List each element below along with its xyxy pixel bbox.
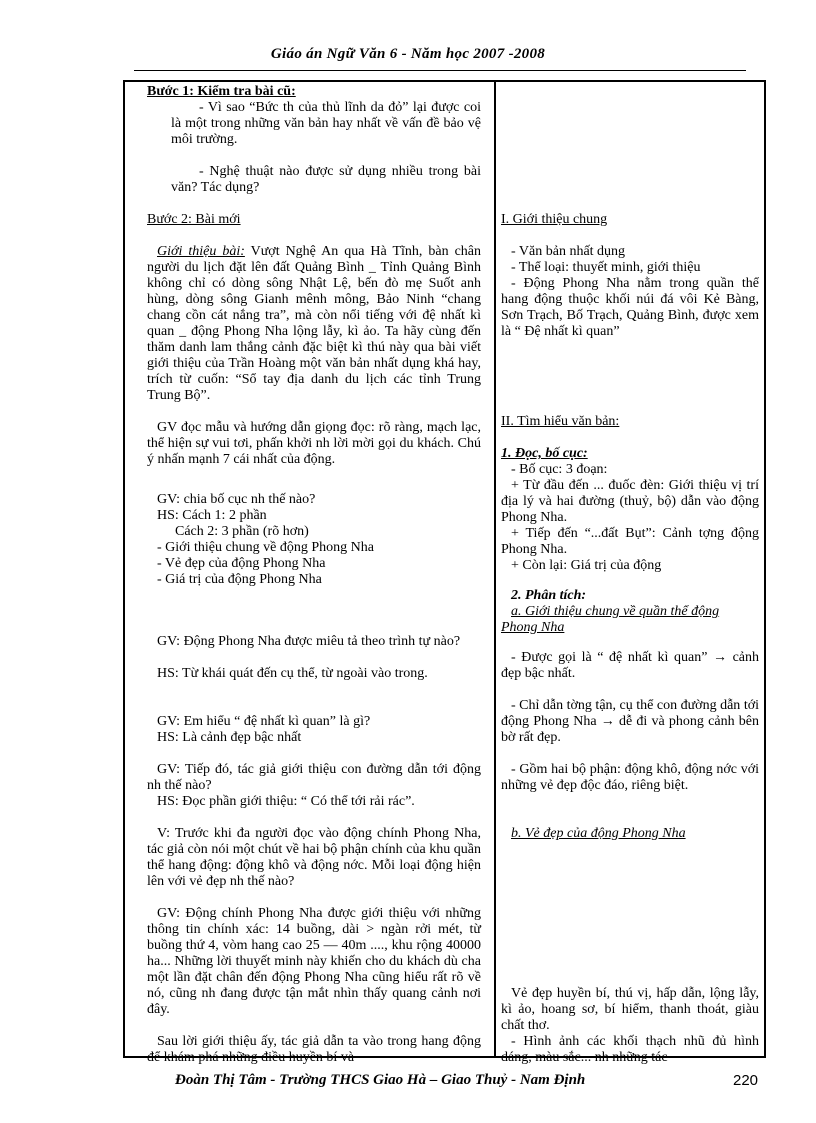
section-1-content xyxy=(501,244,759,340)
qa-structure xyxy=(147,492,481,588)
subsection-2b-title: b. Vẻ đẹp của động Phong Nha xyxy=(511,826,686,841)
qa1-question: GV: chia bố cục nh thế nào? xyxy=(157,492,316,507)
beauty-item-2: - Hình ảnh các khối thạch nhũ đủ hình dáng, màu sắc... nh những tác xyxy=(501,1034,759,1065)
step2-title: Bước 2: Bài mới xyxy=(147,212,241,227)
structure-line: + Từ đầu đến ... đuốc đèn: Giới thiệu vị trí địa lý và hai đường (thuỷ, bộ) dẫn vào động Phong Nha. xyxy=(501,478,759,525)
step1-question-2: - Nghệ thuật nào được sử dụng nhiều trong bài văn? Tác dụng? xyxy=(171,164,481,195)
structure-line: + Còn lại: Giá trị của động xyxy=(511,558,662,573)
analysis-item-1: - Được gọi là “ đệ nhất kì quan” → cảnh đẹp bậc nhất. xyxy=(501,650,759,681)
subsection-1-content xyxy=(501,462,759,574)
header-rule xyxy=(134,70,746,71)
analysis-item-3: - Gồm hai bộ phận: động khô, động nớc với những vẻ đẹp độc đáo, riêng biệt. xyxy=(501,762,759,793)
section-1-line: - Văn bản nhất dụng xyxy=(511,244,626,259)
qa2-answer: HS: Từ khái quát đến cụ thể, từ ngoài vào trong. xyxy=(157,666,428,681)
section-1-line: - Động Phong Nha nằm trong quần thể hang động thuộc khối núi đá vôi Kẻ Bàng, Sơn Trạch, Bố Trạch, Quảng Bình, được xem là “ Đệ nhất kì quan” xyxy=(501,276,759,339)
subsection-2-title: 2. Phân tích: xyxy=(511,588,587,603)
qa2-question: GV: Động Phong Nha được miêu tả theo trình tự nào? xyxy=(157,634,461,649)
structure-line: + Tiếp đến “...đất Bụt”: Cảnh tợng động Phong Nha. xyxy=(501,526,759,557)
page-footer: Đoàn Thị Tâm - Trường THCS Giao Hà – Giao Thuỷ - Nam Định xyxy=(175,1072,586,1088)
qa1-part: - Vẻ đẹp của động Phong Nha xyxy=(157,556,326,571)
intro-text: Vượt Nghệ An qua Hà Tĩnh, bàn chân người du lịch đặt lên đất Quảng Bình _ Tỉnh Quảng Bình không chỉ có dòng sông Nhật Lệ, bến đò mẹ Suốt anh hùng, dòng sông Gianh mênh mông, Bảo Ninh “chang chang cồn cát nắng tra”, mà còn nổi tiếng với đệ nhất kì quan _ động Phong Nha lộng lẫy, kì ảo. Ta hãy cùng đến thăm danh lam thắng cảnh đặc biệt kì thú này qua bài viết giới thiệu của Trần Hoàng một văn bản nhất dụng khá hay, trích từ cuốn: “Sổ tay địa danh du lịch các tỉnh Trung Trung Bộ”. xyxy=(147,244,481,403)
qa1-part: - Giới thiệu chung về động Phong Nha xyxy=(157,540,374,555)
section-1-title: I. Giới thiệu chung xyxy=(501,212,608,227)
paragraph-v: V: Trước khi đa người đọc vào động chính Phong Nha, tác giả còn nói một chút về hai bộ phận chính của khu quần thể hang động: động khô và động nớc. Mỗi loại động hiện lên với vẻ đẹp nh thế nào? xyxy=(147,826,481,889)
subsection-2a-title: a. Giới thiệu chung về quần thể động Phong Nha xyxy=(501,604,720,635)
paragraph-gv: GV: Động chính Phong Nha được giới thiệu với những thông tin chính xác: 14 buồng, dài > ngàn rởi mét, từ buồng thứ 4, vòm hang cao 25 — 40m ...., khu rộng 40000 ha... Những lời thuyết minh này khiến cho du khách dù cha một lần đặt chân đến động Phong Nha cũng hiểu rất rõ về nó, cũng nh đang được tận mắt nhìn thấy quang cảnh nơi đây. xyxy=(147,906,481,1017)
intro-paragraph xyxy=(147,244,481,404)
intro-label: Giới thiệu bài: xyxy=(157,244,245,259)
step1-title: Bước 1: Kiểm tra bài cũ: xyxy=(147,84,296,99)
qa1-answer: HS: Cách 1: 2 phần xyxy=(157,508,267,523)
qa4-question: GV: Tiếp đó, tác giả giới thiệu con đường dẫn tới động nh thế nào? xyxy=(147,762,481,793)
qa1-part: - Giá trị của động Phong Nha xyxy=(157,572,322,587)
paragraph-last: Sau lời giới thiệu ấy, tác giả dẫn ta vào trong hang động để khám phá những điều huyền bí và xyxy=(147,1034,481,1065)
beauty-item-1: Vẻ đẹp huyền bí, thú vị, hấp dẫn, lộng lẫy, kì ảo, hoang sơ, bí hiểm, thanh thoát, giàu chất thơ. xyxy=(501,986,759,1033)
page-number: 220 xyxy=(733,1072,759,1089)
section-2-title: II. Tìm hiểu văn bản: xyxy=(501,414,620,429)
section-1-line: - Thể loại: thuyết minh, giới thiệu xyxy=(511,260,701,275)
page-header: Giáo án Ngữ Văn 6 - Năm học 2007 -2008 xyxy=(270,46,546,62)
reading-guide: GV đọc mẫu và hướng dẫn giọng đọc: rõ ràng, mạch lạc, thể hiện sự vui tơi, phấn khởi nh lời mời gọi du khách. Chú ý nhấn mạnh 7 cái nhất của động. xyxy=(147,420,481,467)
qa4-answer: HS: Đọc phần giới thiệu: “ Có thể tới rải rác”. xyxy=(157,794,415,809)
step1-question-1: - Vì sao “Bức th của thủ lĩnh da đỏ” lại được coi là một trong những văn bản hay nhất về vấn đề bảo vệ môi trường. xyxy=(171,100,481,147)
qa1-answer-2: Cách 2: 3 phần (rõ hơn) xyxy=(175,524,309,539)
lesson-table xyxy=(123,80,766,1065)
qa3-answer: HS: Là cảnh đẹp bậc nhất xyxy=(157,730,302,745)
subsection-1-title: 1. Đọc, bố cục: xyxy=(501,446,588,461)
analysis-item-2: - Chỉ dẫn tờng tận, cụ thể con đường dẫn tới động Phong Nha → dễ đi và phong cảnh bên bờ rất đẹp. xyxy=(501,698,759,745)
structure-line: - Bố cục: 3 đoạn: xyxy=(511,462,608,477)
qa3-question: GV: Em hiểu “ đệ nhất kì quan” là gì? xyxy=(157,714,371,729)
column-divider xyxy=(494,82,496,1056)
